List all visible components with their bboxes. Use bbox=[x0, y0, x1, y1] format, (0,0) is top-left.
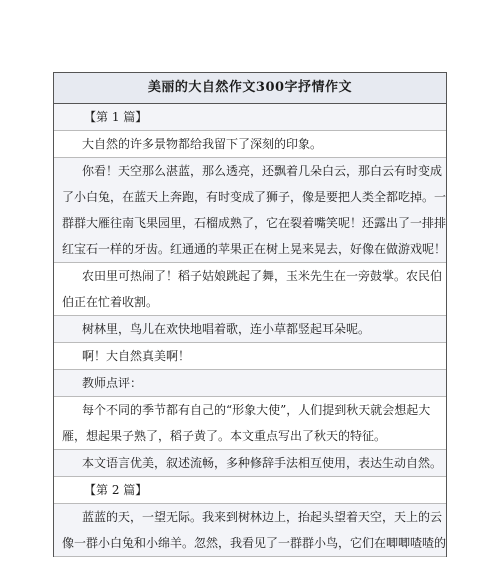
paragraph-line: 蓝蓝的天，一望无际。我来到树林边上，抬起头望着天空，天上的云 bbox=[82, 510, 443, 524]
document-title: 美丽的大自然作文300字抒情作文 bbox=[54, 73, 446, 104]
paragraph-row bbox=[54, 450, 446, 477]
paragraph-row bbox=[54, 370, 446, 397]
section-heading: 【第 1 篇】 bbox=[84, 110, 148, 124]
paragraph-line: 每个不同的季节都有自己的“形象大使”，人们提到秋天就会想起大 bbox=[82, 403, 431, 417]
paragraph-row bbox=[54, 131, 446, 158]
paragraph-row bbox=[54, 316, 446, 343]
paragraph-row bbox=[54, 263, 446, 316]
paragraph-line: 伯正在忙着收割。 bbox=[62, 295, 159, 309]
paragraph-line: 农田里可热闹了！稻子姑娘跳起了舞，玉米先生在一旁鼓掌。农民伯 bbox=[82, 269, 443, 283]
paragraph-line: 像一群小白兔和小绵羊。忽然，我看见了一群群小鸟，它们在唧唧喳喳的 bbox=[62, 536, 446, 550]
section-heading: 【第 2 篇】 bbox=[84, 483, 148, 497]
paragraph-line: 啊！大自然真美啊！ bbox=[82, 349, 191, 363]
paragraph-row bbox=[54, 343, 446, 370]
paragraph-line: 教师点评： bbox=[82, 376, 143, 390]
paragraph-line: 雁，想起果子熟了，稻子黄了。本文重点写出了秋天的特征。 bbox=[62, 429, 387, 443]
document-table bbox=[53, 72, 447, 557]
paragraph-line: 大自然的许多景物都给我留下了深刻的印象。 bbox=[82, 137, 323, 151]
paragraph-line: 群群大雁往南飞果园里，石榴成熟了，它在裂着嘴笑呢！还露出了一排排 bbox=[62, 216, 446, 230]
paragraph-row bbox=[54, 504, 446, 557]
paragraph-line: 本文语言优美，叙述流畅，多种修辞手法相互使用，表达生动自然。 bbox=[82, 456, 443, 470]
section-heading-row bbox=[54, 477, 446, 504]
paragraph-row bbox=[54, 397, 446, 450]
paragraph-line: 了小白兔，在蓝天上奔跑，有时变成了狮子，像是要把人类全都吃掉。一 bbox=[62, 190, 446, 204]
document-body bbox=[54, 104, 446, 557]
paragraph-line: 红宝石一样的牙齿。红通通的苹果正在树上晃来晃去，好像在做游戏呢！ bbox=[62, 242, 446, 256]
section-heading-row bbox=[54, 104, 446, 131]
paragraph-row bbox=[54, 158, 446, 263]
paragraph-line: 树林里，鸟儿在欢快地唱着歌，连小草都竖起耳朵呢。 bbox=[82, 322, 371, 336]
paragraph-line: 你看！天空那么湛蓝，那么透亮，还飘着几朵白云，那白云有时变成 bbox=[82, 164, 443, 178]
